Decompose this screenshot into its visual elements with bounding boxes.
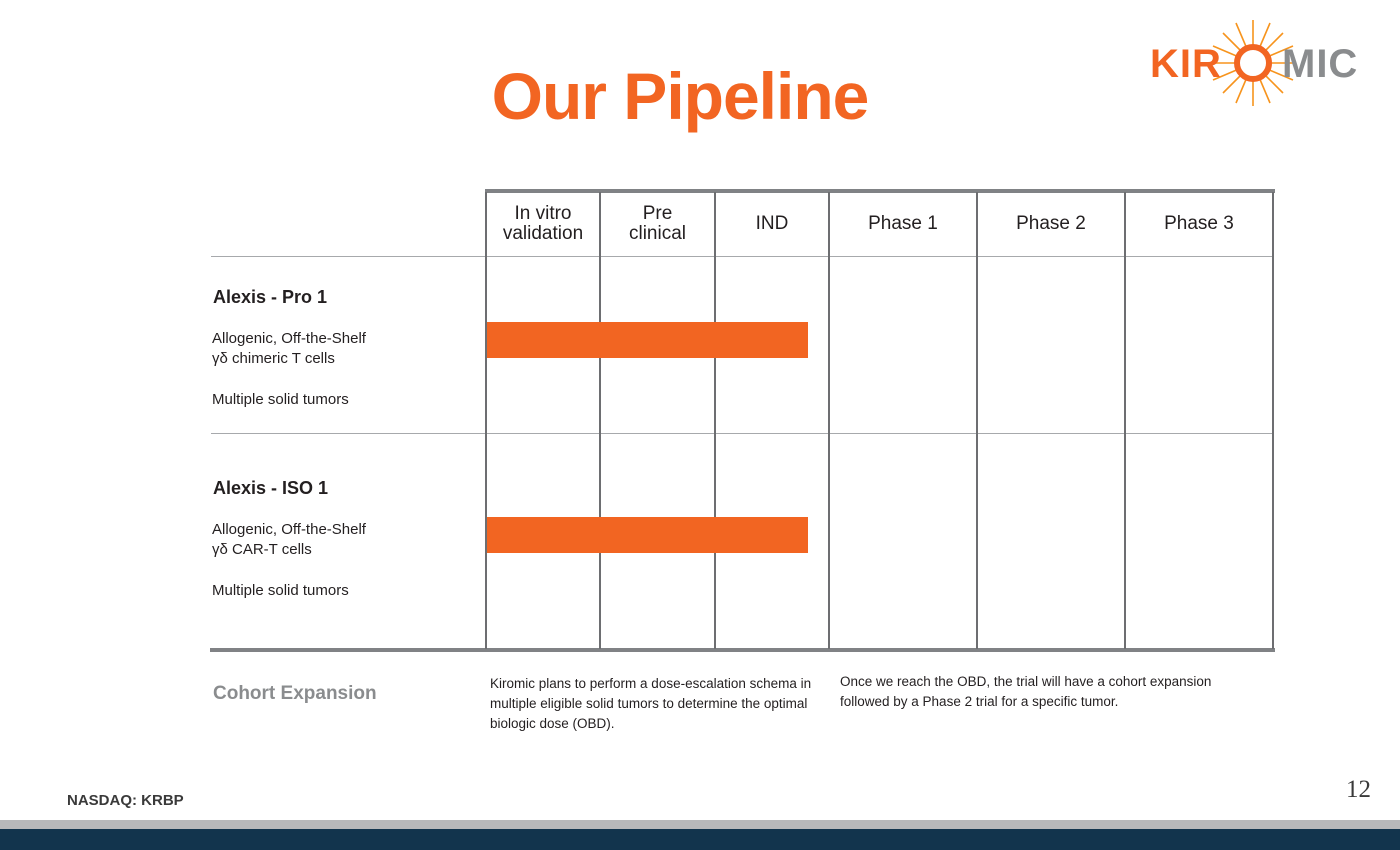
column-divider	[485, 192, 487, 649]
footer-stripe	[0, 820, 1400, 829]
row-divider	[211, 433, 1274, 434]
column-divider	[976, 192, 978, 649]
cohort-note-expansion: Once we reach the OBD, the trial will have a cohort expansion followed by a Phase 2 trial for a specific tumor.	[840, 674, 1212, 709]
column-divider	[1272, 192, 1274, 649]
header-rule	[211, 256, 1274, 257]
logo-text-right: MIC	[1282, 42, 1359, 86]
column-header-ind: IND	[755, 213, 789, 234]
program-description: Allogenic, Off-the-Shelf	[212, 330, 366, 347]
page-number: 12	[1346, 776, 1371, 803]
logo-text-left: KIR	[1150, 42, 1222, 86]
program-indication: Multiple solid tumors	[212, 391, 349, 408]
program-description: γδ CAR-T cells	[212, 541, 312, 558]
progress-bar	[487, 322, 808, 358]
kiromic-logo	[1148, 18, 1358, 108]
program-description: γδ chimeric T cells	[212, 350, 335, 367]
progress-bar	[487, 517, 808, 553]
column-divider	[714, 192, 716, 649]
column-header-preclinical: Pre clinical	[628, 203, 687, 244]
ticker-label: NASDAQ: KRBP	[67, 792, 184, 809]
column-header-phase2: Phase 2	[1016, 213, 1086, 234]
cohort-note-dose-escalation: Kiromic plans to perform a dose-escalation schema in multiple eligible solid tumors to determine the optimal biologic dose (OBD).	[490, 676, 812, 731]
program-indication: Multiple solid tumors	[212, 582, 349, 599]
footer-band	[0, 829, 1400, 850]
column-divider	[828, 192, 830, 649]
page-title: Our Pipeline	[491, 59, 869, 133]
column-divider	[599, 192, 601, 649]
program-name: Alexis - ISO 1	[213, 478, 329, 498]
column-header-in-vitro: In vitro validation	[502, 203, 584, 244]
column-divider	[1124, 192, 1126, 649]
program-name: Alexis - Pro 1	[213, 287, 328, 307]
column-header-phase3: Phase 3	[1164, 213, 1234, 234]
table-bottom-rule	[210, 648, 1275, 652]
cohort-expansion-label: Cohort Expansion	[213, 683, 377, 704]
program-description: Allogenic, Off-the-Shelf	[212, 521, 366, 538]
column-header-phase1: Phase 1	[868, 213, 938, 234]
